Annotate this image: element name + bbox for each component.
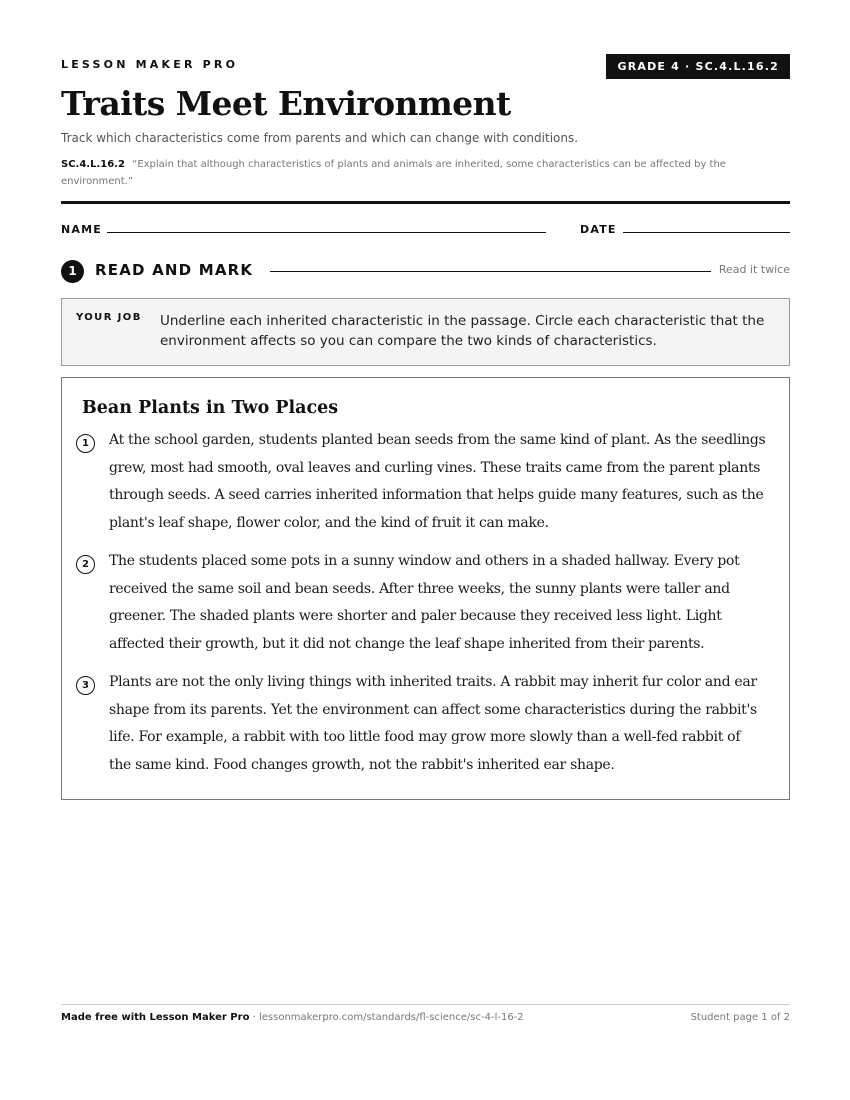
standard-statement <box>61 156 790 190</box>
section-number-badge: 1 <box>61 260 84 283</box>
paragraph-number: 3 <box>76 676 95 695</box>
passage-paragraph <box>76 676 766 779</box>
page-subtitle: Track which characteristics come from parents and which can change with conditions. <box>61 131 579 145</box>
job-text: Underline each inherited characteristic in the passage. Circle each characteristic that the environment affects so you can compare the two kinds of characteristics. <box>160 313 765 349</box>
paragraph-number: 2 <box>76 555 95 574</box>
section-note: Read it twice <box>718 263 790 276</box>
footer-credit <box>61 1012 524 1023</box>
date-label: DATE <box>580 223 617 236</box>
standard-text: “Explain that although characteristics of plants and animals are inherited, some characteristics can be affected by the environment.” <box>61 159 726 187</box>
date-field[interactable] <box>623 232 790 233</box>
paragraph-text: The students placed some pots in a sunny window and others in a shaded hallway. Every pot received the same soil and bean seeds. After three weeks, the sunny plants were taller and greener. The shaded plants were shorter and paler because they received less light. Light affected their growth, but it did not change the leaf shape inherited from their parents. <box>109 553 740 652</box>
passage-title: Bean Plants in Two Places <box>82 398 339 418</box>
header-divider <box>61 201 790 204</box>
worksheet-page <box>61 0 790 1100</box>
job-label: YOUR JOB <box>76 312 142 323</box>
section-title: READ AND MARK <box>95 261 254 279</box>
grade-badge: GRADE 4 · SC.4.L.16.2 <box>606 54 790 79</box>
paragraph-text: Plants are not the only living things with inherited traits. A rabbit may inherit fur color and ear shape from its parents. Yet the environment can affect some characteristics during the rabbit's life. For example, a rabbit with too little food may grow more slowly than a well-fed rabbit of the same kind. Food changes growth, not the rabbit's inherited ear shape. <box>109 674 757 773</box>
brand-name: LESSON MAKER PRO <box>61 58 239 71</box>
footer-made-with: Made free with Lesson Maker Pro <box>61 1012 250 1023</box>
paragraph-text: At the school garden, students planted bean seeds from the same kind of plant. As the seedlings grew, most had smooth, oval leaves and curling vines. These traits came from the parent plants through seeds. A seed carries inherited information that helps guide many features, such as the plant's leaf shape, flower color, and the kind of fruit it can make. <box>109 432 766 531</box>
footer-separator: · <box>249 1012 259 1023</box>
name-field[interactable] <box>107 232 546 233</box>
passage-paragraph <box>76 555 766 658</box>
page-title: Traits Meet Environment <box>61 84 511 123</box>
name-label: NAME <box>61 223 102 236</box>
passage-box <box>61 377 790 800</box>
paragraph-number: 1 <box>76 434 95 453</box>
section-divider <box>270 271 711 272</box>
job-instructions-box <box>61 298 790 366</box>
footer-divider <box>61 1004 790 1005</box>
passage-paragraph <box>76 434 766 537</box>
page-indicator: Student page 1 of 2 <box>690 1012 790 1023</box>
standard-code: SC.4.L.16.2 <box>61 159 125 170</box>
footer-url[interactable]: lessonmakerpro.com/standards/fl-science/sc-4-l-16-2 <box>258 1012 524 1023</box>
